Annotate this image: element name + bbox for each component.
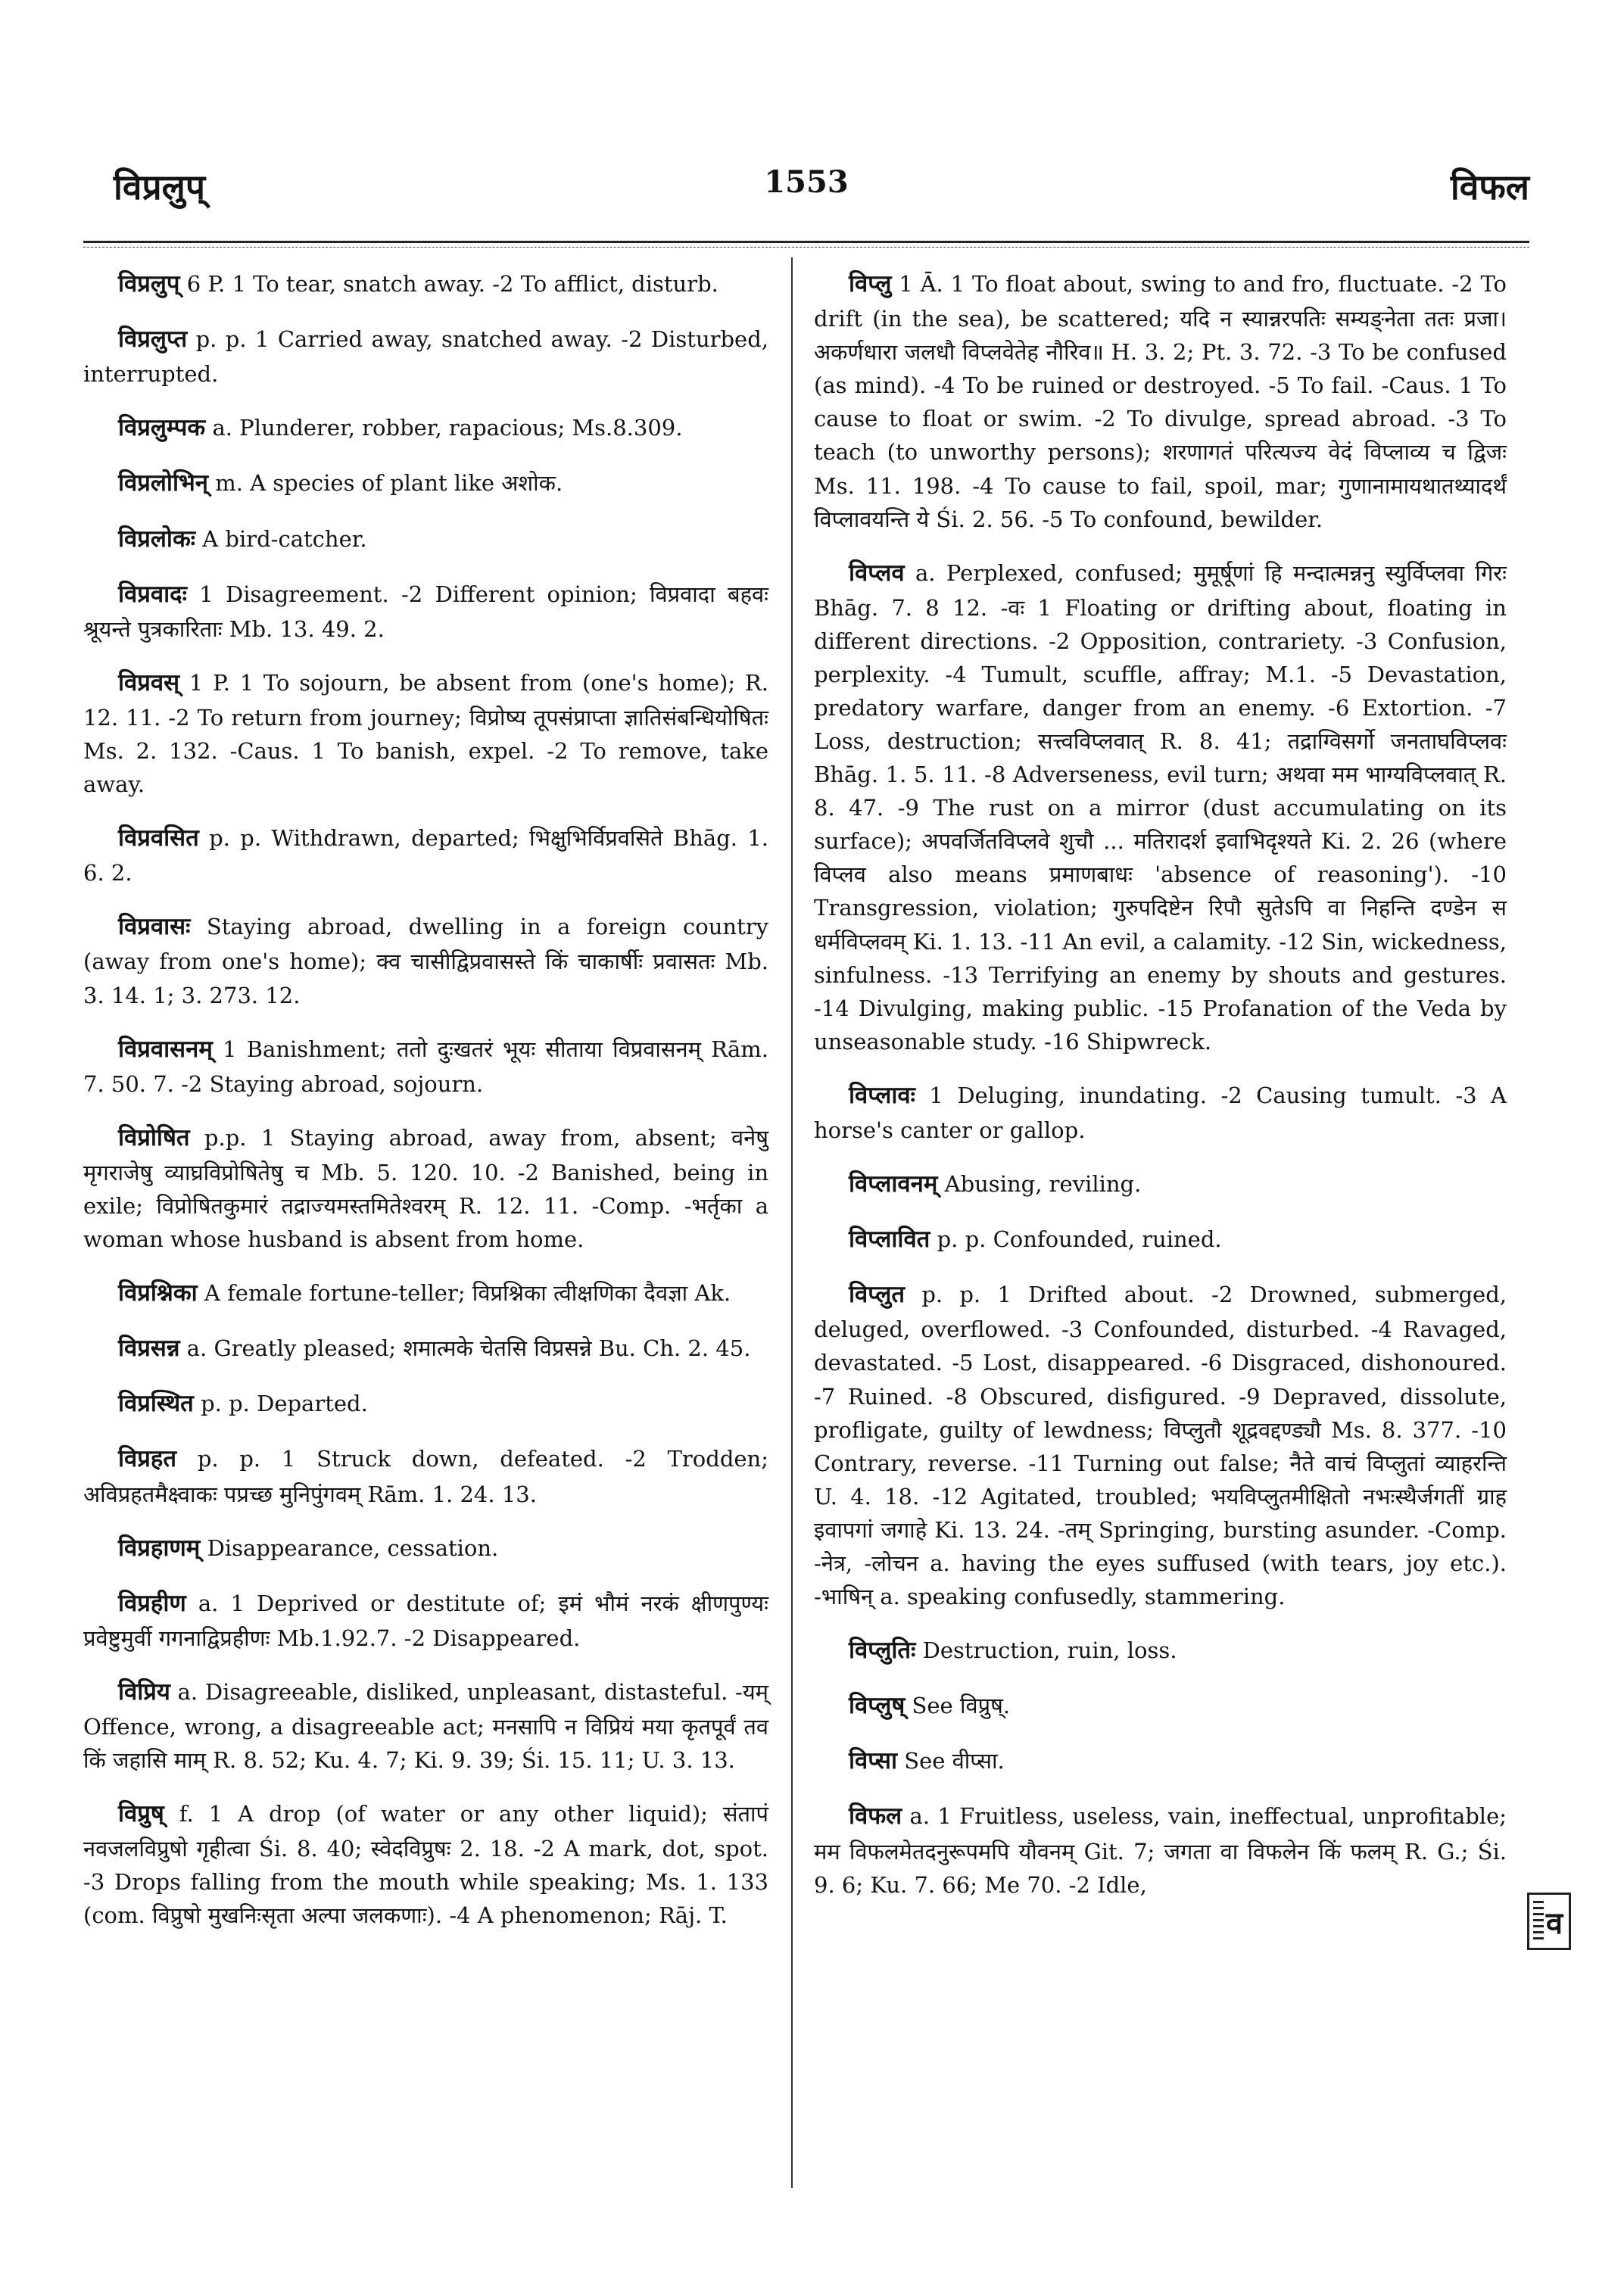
dictionary-entry bbox=[83, 266, 768, 302]
entry-headword: विप्रश्निका bbox=[118, 1279, 198, 1307]
dictionary-entry bbox=[83, 1331, 768, 1366]
dictionary-entry bbox=[83, 1032, 768, 1101]
entry-definition: 1 Disagreement. -2 Different opinion; विप्रवादा बहवः श्रूयन्ते पुत्रकारिताः Mb. 13. 49. 2. bbox=[83, 581, 768, 642]
entry-headword: विप्रहत bbox=[118, 1445, 177, 1473]
header-right-headword: विफल bbox=[1450, 167, 1529, 207]
dictionary-entry bbox=[83, 577, 768, 646]
header-dashed-rule bbox=[83, 247, 1529, 248]
entry-definition: p. p. 1 Carried away, snatched away. -2 Disturbed, interrupted. bbox=[83, 326, 768, 388]
entry-definition: p. p. Confounded, ruined. bbox=[930, 1226, 1222, 1253]
dictionary-entry bbox=[814, 1799, 1507, 1901]
entry-definition: p. p. Departed. bbox=[193, 1391, 368, 1417]
entry-headword: विप्लु bbox=[849, 270, 892, 298]
entry-headword: विप्रोषित bbox=[118, 1123, 190, 1151]
page-number: 1553 bbox=[764, 164, 849, 200]
header-left-headword: विप्रलुप् bbox=[114, 167, 205, 207]
entry-definition: A bird-catcher. bbox=[195, 525, 367, 552]
entry-headword: विप्लावनम् bbox=[849, 1170, 938, 1198]
entry-headword: विप्रवासः bbox=[118, 913, 191, 941]
entry-headword: विप्लुष् bbox=[849, 1692, 906, 1720]
entry-headword: विप्रलोभिन् bbox=[118, 469, 208, 497]
entry-headword: विप्रवसित bbox=[118, 824, 199, 852]
dictionary-entry bbox=[83, 1441, 768, 1510]
entry-headword: विप्रलुम्पक bbox=[118, 414, 206, 442]
entry-headword: विप्रवादः bbox=[118, 580, 187, 608]
dictionary-entry bbox=[814, 1633, 1507, 1668]
header-rule bbox=[83, 241, 1529, 243]
dictionary-entry bbox=[83, 821, 768, 889]
entry-headword: विप्लावित bbox=[849, 1226, 930, 1254]
entry-definition: a. 1 Deprived or destitute of; इमं भौमं नरकं क्षीणपुण्यः प्रवेष्टुमुर्वी गगनाद्विप्रहीणः Mb.1.92.7. -2 Disappeared. bbox=[83, 1590, 768, 1651]
entry-definition: Disappearance, cessation. bbox=[200, 1534, 499, 1561]
entry-headword: विप्लुतिः bbox=[849, 1637, 916, 1665]
entry-headword: विप्रहाणम् bbox=[118, 1534, 201, 1562]
entry-definition: Destruction, ruin, loss. bbox=[915, 1637, 1177, 1664]
entry-headword: विप्रिय bbox=[118, 1678, 170, 1706]
dictionary-entry bbox=[83, 1276, 768, 1311]
dictionary-entry bbox=[814, 1078, 1507, 1147]
entry-headword: विप्रवस् bbox=[118, 668, 180, 696]
entry-definition: 1 Deluging, inundating. -2 Causing tumult. -3 A horse's canter or gallop. bbox=[814, 1082, 1507, 1143]
entry-headword: विप्रस्थित bbox=[118, 1390, 194, 1418]
entry-definition: A female fortune-teller; विप्रश्निका त्वीक्षणिका दैवज्ञा Ak. bbox=[197, 1280, 731, 1307]
dictionary-entry bbox=[83, 665, 768, 801]
entry-headword: विप्रलोकः bbox=[118, 525, 196, 553]
entry-definition: Staying abroad, dwelling in a foreign country (away from one's home); क्व चासीद्विप्रवासस्ते किं चाकार्षीः प्रवासतः Mb. 3. 14. 1; 3. 273. 12. bbox=[83, 914, 768, 1008]
entry-headword: विप्रलुप्त bbox=[118, 326, 188, 354]
entry-definition: p. p. Withdrawn, departed; भिक्षुभिर्विप्रवसिते Bhāg. 1. 6. 2. bbox=[83, 825, 768, 886]
entry-definition: Abusing, reviling. bbox=[937, 1171, 1142, 1198]
page-header bbox=[83, 163, 1529, 231]
entry-definition: f. 1 A drop (of water or any other liquid); संतापं नवजलविप्रुषो गृहीत्वा Śi. 8. 40; स्वेदविप्रुषः 2. 18. -2 A mark, dot, spot. -3 Drops falling from the mouth while speaking; Ms. 1. 133 (com. विप्रुषो मुखनिःसृता अल्पा जलकणाः). -4 A phenomenon; Rāj. T. bbox=[83, 1801, 768, 1929]
entry-definition: a. Perplexed, confused; मुमूर्षूणां हि मन्दात्मन्ननु स्युर्विप्लवा गिरः Bhāg. 7. 8 12. -वः 1 Floating or drifting about, floating in different directions. -2 Opposition, contrariety. -3 Confusion, perplexity. -4 Tumult, scuffle, affray; M.1. -5 Devastation, predatory warfare, danger from an enemy. -6 Extortion. -7 Loss, destruction; सत्त्वविप्लवात् R. 8. 41; तद्राग्विसर्गो जनताघविप्लवः Bhāg. 1. 5. 11. -8 Adverseness, evil turn; अथवा मम भाग्यविप्लवात् R. 8. 47. -9 The rust on a mirror (dust accumulating on its surface); अपवर्जितविप्लवे शुचौ ... मतिरादर्श इवाभिदृश्यते Ki. 2. 26 (where विप्लव also means प्रमाणबाधः 'absence of reasoning'). -10 Transgression, violation; गुरुपदिष्टेन रिपौ सुतेऽपि वा निहन्ति दण्डेन स धर्मविप्लवम् Ki. 1. 13. -11 An evil, a calamity. -12 Sin, wickedness, sinfulness. -13 Terrifying an enemy by shouts and gestures. -14 Divulging, making public. -15 Profanation of the Veda by unseasonable study. -16 Shipwreck. bbox=[814, 559, 1507, 1055]
entry-definition: 1 P. 1 To sojourn, be absent from (one's home); R. 12. 11. -2 To return from journey; विप्रोष्य तूपसंप्राप्ता ज्ञातिसंबन्धियोषितः Ms. 2. 132. -Caus. 1 To banish, expel. -2 To remove, take away. bbox=[83, 669, 768, 798]
dictionary-entry bbox=[814, 1167, 1507, 1202]
left-column bbox=[83, 265, 768, 1952]
entry-definition: 1 Banishment; ततो दुःखतरं भूयः सीताया विप्रवासनम् Rām. 7. 50. 7. -2 Staying abroad, sojourn. bbox=[83, 1036, 768, 1097]
entry-definition: p.p. 1 Staying abroad, away from, absent; वनेषु मृगराजेषु व्याघ्रविप्रोषितेषु च Mb. 5. 120. 10. -2 Banished, being in exile; विप्रोषितकुमारं तद्राज्यमस्तमितेश्वरम् R. 12. 11. -Comp. -भर्तृका a woman whose husband is absent from home. bbox=[83, 1124, 768, 1253]
entry-headword: विप्रलुप् bbox=[118, 270, 180, 298]
entry-headword: विप्लावः bbox=[849, 1081, 915, 1109]
dictionary-entry bbox=[83, 522, 768, 557]
entry-definition: See विप्रुष्. bbox=[905, 1693, 1011, 1719]
dictionary-entry bbox=[83, 1675, 768, 1777]
entry-definition: a. 1 Fruitless, useless, vain, ineffectual, unprofitable; मम विफलमेतदनुरूपमपि यौवनम् Git. 7; जगता वा विफलेन किं फलम् R. G.; Śi. 9. 6; Ku. 7. 66; Me 70. -2 Idle, bbox=[814, 1803, 1507, 1898]
dictionary-entry bbox=[83, 1796, 768, 1932]
entry-headword: विप्सा bbox=[849, 1747, 897, 1775]
entry-definition: a. Disagreeable, disliked, unpleasant, distasteful. -यम् Offence, wrong, a disagreeable act; मनसापि न विप्रियं मया कृतपूर्वं तव किं जहासि माम् R. 8. 52; Ku. 4. 7; Ki. 9. 39; Śi. 15. 11; U. 3. 13. bbox=[83, 1678, 768, 1774]
dictionary-entry bbox=[83, 909, 768, 1011]
entry-headword: विप्लव bbox=[849, 559, 905, 587]
entry-headword: विप्रहीण bbox=[118, 1589, 186, 1617]
dictionary-entry bbox=[814, 1222, 1507, 1257]
entry-definition: a. Plunderer, robber, rapacious; Ms.8.309. bbox=[205, 415, 683, 441]
entry-headword: विप्लुत bbox=[849, 1281, 906, 1309]
dictionary-entry bbox=[814, 1688, 1507, 1724]
column-divider bbox=[791, 257, 793, 2188]
entry-headword: विप्रवासनम् bbox=[118, 1035, 213, 1063]
dictionary-entry bbox=[814, 266, 1507, 536]
entry-headword: विप्रसन्न bbox=[118, 1335, 180, 1363]
entry-definition: p. p. 1 Struck down, defeated. -2 Trodden; अविप्रहतमैक्ष्वाकः पप्रच्छ मुनिपुंगवम् Rām. 1. 24. 13. bbox=[83, 1446, 768, 1507]
right-column bbox=[814, 265, 1507, 1921]
dictionary-entry bbox=[814, 1743, 1507, 1779]
entry-definition: 6 P. 1 To tear, snatch away. -2 To afflict, disturb. bbox=[179, 271, 718, 297]
dictionary-entry bbox=[83, 1120, 768, 1256]
entry-definition: 1 Ā. 1 To float about, swing to and fro, fluctuate. -2 To drift (in the sea), be scattered; यदि न स्यान्नरपतिः सम्यङ्नेता ततः प्रजा। अकर्णधारा जलधौ विप्लवेतेह नौरिव॥ H. 3. 2; Pt. 3. 72. -3 To be confused (as mind). -4 To be ruined or destroyed. -5 To fail. -Caus. 1 To cause to float or swim. -2 To divulge, spread abroad. -3 To teach (to unworthy persons); शरणागतं परित्यज्य वेदं विप्लाव्य च द्विजः Ms. 11. 198. -4 To cause to fail, spoil, mar; गुणानामायथातथ्यादर्थं विप्लावयन्ति ये Śi. 2. 56. -5 To confound, bewilder. bbox=[814, 271, 1507, 532]
entry-definition: m. A species of plant like अशोक. bbox=[207, 470, 563, 497]
dictionary-entry bbox=[83, 1586, 768, 1655]
dictionary-entry bbox=[83, 322, 768, 391]
thumb-index-bars bbox=[1533, 1901, 1544, 1942]
dictionary-entry bbox=[83, 1531, 768, 1566]
entry-definition: a. Greatly pleased; शमात्मके चेतसि विप्रसन्ने Bu. Ch. 2. 45. bbox=[179, 1335, 751, 1362]
entry-headword: विप्रुष् bbox=[118, 1800, 164, 1828]
thumb-index-letter: व bbox=[1545, 1905, 1563, 1941]
entry-headword: विफल bbox=[849, 1802, 902, 1830]
dictionary-entry bbox=[83, 410, 768, 446]
dictionary-entry bbox=[814, 556, 1507, 1058]
dictionary-entry bbox=[83, 466, 768, 501]
thumb-index-tab bbox=[1527, 1893, 1571, 1950]
dictionary-entry bbox=[83, 1386, 768, 1422]
entry-definition: p. p. 1 Drifted about. -2 Drowned, submerged, deluged, overflowed. -3 Confounded, disturbed. -4 Ravaged, devastated. -5 Lost, disappeared. -6 Disgraced, dishonoured. -7 Ruined. -8 Obscured, disfigured. -9 Depraved, dissolute, profligate, guilty of lewdness; विप्लुतौ शूद्रवद्दण्ड्यौ Ms. 8. 377. -10 Contrary, reverse. -11 Turning out false; नैते वाचं विप्लुतां व्याहरन्ति U. 4. 18. -12 Agitated, troubled; भयविप्लुतमीक्षितो नभःस्थैर्जगतीं ग्राह इवापगां जगाहे Ki. 13. 24. -तम् Springing, bursting asunder. -Comp. -नेत्र, -लोचन a. having the eyes suffused (with tears, joy etc.). -भाषिन् a. speaking confusedly, stammering. bbox=[814, 1282, 1507, 1609]
dictionary-entry bbox=[814, 1277, 1507, 1613]
entry-definition: See वीप्सा. bbox=[896, 1748, 1005, 1774]
